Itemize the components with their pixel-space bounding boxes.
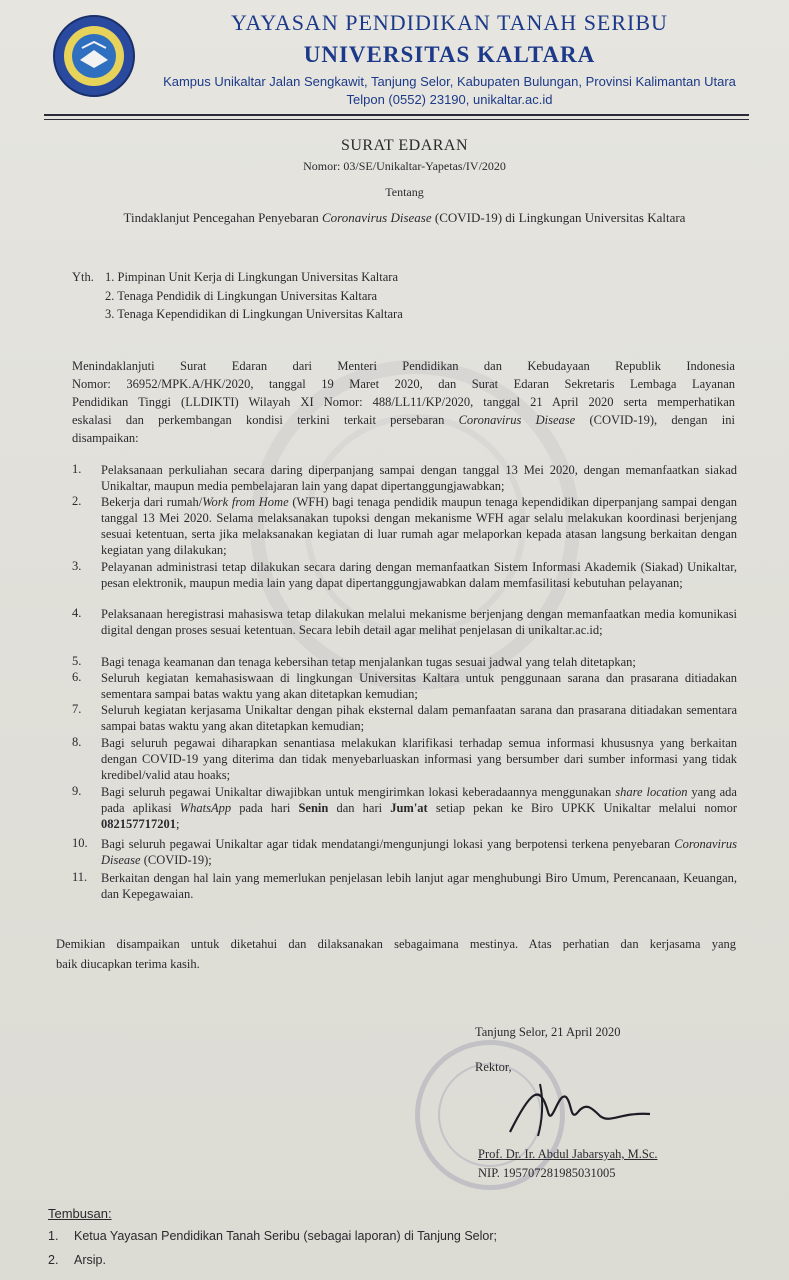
university-logo: [52, 14, 136, 98]
intro-line: Pendidikan Tinggi (LLDIKTI) Wilayah XI Nomor: 488/LL11/KP/2020, tanggal 21 April 2020 serta memperhatikan: [72, 395, 735, 409]
letter-heading: SURAT EDARAN: [340, 137, 469, 154]
university-name: UNIVERSITAS KALTARA: [303, 42, 596, 67]
point-text: Bagi seluruh pegawai Unikaltar diwajibkan untuk mengirimkan lokasi keberadaannya menggunakan share location yang ada pada aplikasi WhatsApp pada hari Senin dan hari Jum'at setiap pekan ke Biro UPKK Unikaltar melalui nomor 082157717201;: [101, 785, 738, 831]
addressee-item: 3. Tenaga Kependidikan di Lingkungan Universitas Kaltara: [105, 307, 403, 321]
point-number: 7.: [72, 702, 82, 716]
point-number: 6.: [72, 670, 82, 684]
intro-line: Menindaklanjuti Surat Edaran dari Menteri Pendidikan dan Kebudayaan Republik Indonesia: [72, 359, 735, 373]
header-divider-thin: [44, 119, 749, 120]
point-number: 11.: [72, 870, 88, 884]
intro-line: disampaikan:: [72, 431, 139, 445]
closing-line: Demikian disampaikan untuk diketahui dan dilaksanakan sebagaimana mestinya. Atas perhatian dan kerjasama yang: [56, 937, 736, 951]
intro-line: Nomor: 36952/MPK.A/HK/2020, tanggal 19 Maret 2020, dan Surat Edaran Sekretaris Lembaga Layanan: [72, 377, 735, 391]
campus-address: Kampus Unikaltar Jalan Sengkawit, Tanjung Selor, Kabupaten Bulungan, Provinsi Kalimantan Utara: [163, 74, 736, 89]
point-text: Bekerja dari rumah/Work from Home (WFH) bagi tenaga pendidik maupun tenaga kependidikan diperpanjang sampai dengan tanggal 13 Mei 2020. Selama melaksanakan tupoksi dengan mekanisme WFH agar selalu melakukan koordinasi berjenjang sesuai ketentuan, serta jika melaksanakan kegiatan di luar rumah agar melaporkan kepada atasan langsung berkaitan dengan kegiatan yang dilakukan;: [101, 495, 738, 557]
point-number: 10.: [72, 836, 88, 850]
addressee-prefix: Yth.: [72, 270, 94, 284]
point-number: 8.: [72, 735, 82, 749]
point-number: 4.: [72, 606, 82, 620]
signer-name: Prof. Dr. Ir. Abdul Jabarsyah, M.Sc.: [478, 1147, 658, 1161]
point-text: Pelayanan administrasi tetap dilakukan secara daring dengan memanfaatkan Sistem Informasi Akademik (Siakad) Unikaltar, pesan elektronik, maupun media lain yang dapat dipertanggungjawabkan dalam memfasilitasi kebutuhan pelayanan;: [101, 560, 737, 590]
cc-item: Ketua Yayasan Pendidikan Tanah Seribu (sebagai laporan) di Tanjung Selor;: [74, 1229, 497, 1243]
header-divider-thick: [44, 114, 749, 116]
addressee-item: 1. Pimpinan Unit Kerja di Lingkungan Universitas Kaltara: [105, 270, 398, 284]
point-text: Seluruh kegiatan kerjasama Unikaltar dengan pihak eksternal dalam pemanfaatan sarana dan prasarana ditiadakan sementara sampai batas waktu yang akan ditetapkan kemudian;: [101, 703, 737, 733]
point-text: Pelaksanaan heregistrasi mahasiswa tetap dilakukan melalui mekanisme berjenjang dengan memanfaatkan media komunikasi digital dengan proses sesuai ketentuan. Secara lebih detail agar melihat penjelasan di unikaltar.ac.id;: [101, 607, 737, 637]
letter-number: Nomor: 03/SE/Unikaltar-Yapetas/IV/2020: [303, 159, 506, 173]
point-text: Bagi seluruh pegawai diharapkan senantiasa melakukan klarifikasi terhadap semua informasi khususnya yang berkaitan dengan COVID-19 yang diterima dan tidak menyebarluaskan informasi yang bersumber dari sumber informasi yang tidak kredibel/valid atau hoaks;: [101, 736, 737, 782]
handwritten-signature: [500, 1072, 660, 1142]
cc-label: Tembusan:: [48, 1206, 112, 1221]
cc-number: 1.: [48, 1229, 59, 1243]
intro-line: eskalasi dan perkembangan kondisi terkini terkait persebaran Coronavirus Disease (COVID-19), dengan ini: [72, 413, 735, 427]
point-text: Bagi seluruh pegawai Unikaltar agar tidak mendatangi/mengunjungi lokasi yang berpotensi terkena penyebaran Coronavirus Disease (COVID-19);: [101, 837, 737, 867]
point-text: Bagi tenaga keamanan dan tenaga kebersihan tetap menjalankan tugas sesuai jadwal yang telah ditetapkan;: [101, 655, 636, 669]
addressee-item: 2. Tenaga Pendidik di Lingkungan Universitas Kaltara: [105, 289, 378, 303]
point-text: Pelaksanaan perkuliahan secara daring diperpanjang sampai dengan tanggal 13 Mei 2020, dengan memanfaatkan siakad Unikaltar, maupun media pembelajaran lain yang dapat dipertanggungjawabkan;: [101, 463, 737, 493]
signer-position: Rektor,: [475, 1060, 512, 1074]
letter-subject: Tindaklanjut Pencegahan Penyebaran Coronavirus Disease (COVID-19) di Lingkungan Universitas Kaltara: [123, 210, 686, 225]
contact-info: Telpon (0552) 23190, unikaltar.ac.id: [346, 92, 553, 107]
closing-line: baik diucapkan terima kasih.: [56, 957, 200, 971]
point-number: 1.: [72, 462, 82, 476]
foundation-name: YAYASAN PENDIDIKAN TANAH SERIBU: [231, 10, 668, 35]
point-number: 5.: [72, 654, 82, 668]
point-text: Seluruh kegiatan kemahasiswaan di lingkungan Universitas Kaltara untuk penggunaan sarana dan prasarana ditiadakan sementara sampai batas waktu yang akan ditetapkan kemudian;: [101, 671, 737, 701]
about-label: Tentang: [385, 185, 424, 199]
point-text: Berkaitan dengan hal lain yang memerlukan penjelasan lebih lanjut agar menghubungi Biro Umum, Perencanaan, Keuangan, dan Kepegawaian.: [101, 871, 737, 901]
point-number: 9.: [72, 784, 82, 798]
cc-item: Arsip.: [74, 1253, 106, 1267]
point-number: 3.: [72, 559, 82, 573]
point-number: 2.: [72, 494, 82, 508]
cc-number: 2.: [48, 1253, 59, 1267]
place-date: Tanjung Selor, 21 April 2020: [475, 1025, 621, 1039]
signer-nip: NIP. 195707281985031005: [478, 1166, 616, 1180]
